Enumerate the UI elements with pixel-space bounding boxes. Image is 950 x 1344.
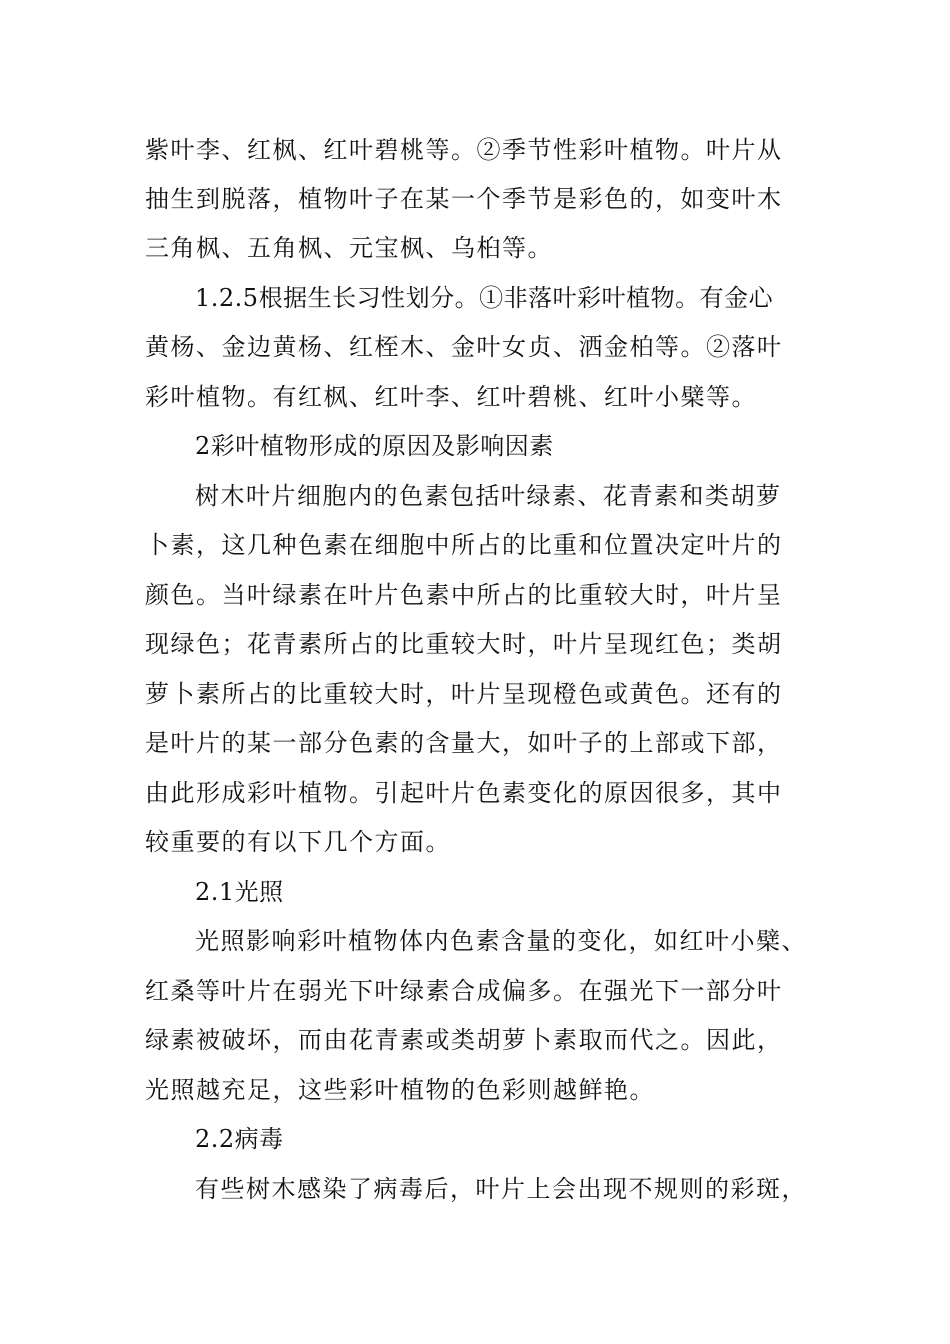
text-line: 紫叶李、红枫、红叶碧桃等。②季节性彩叶植物。叶片从 [145, 136, 783, 164]
text-line: 树木叶片细胞内的色素包括叶绿素、花青素和类胡萝 [195, 482, 782, 510]
text-line: 由此形成彩叶植物。引起叶片色素变化的原因很多，其中 [145, 779, 783, 807]
text-line: 彩叶植物。有红枫、红叶李、红叶碧桃、红叶小檗等。 [145, 383, 757, 411]
text-line: 有些树木感染了病毒后，叶片上会出现不规则的彩斑， [195, 1175, 807, 1203]
text-line: 三角枫、五角枫、元宝枫、乌桕等。 [145, 234, 553, 262]
section-heading: 2彩叶植物形成的原因及影响因素 [195, 432, 554, 460]
text-line: 光照越充足，这些彩叶植物的色彩则越鲜艳。 [145, 1076, 655, 1104]
text-line: 卜素，这几种色素在细胞中所占的比重和位置决定叶片的 [145, 531, 783, 559]
section-heading: 2.2病毒 [195, 1125, 284, 1153]
text-line: 是叶片的某一部分色素的含量大，如叶子的上部或下部， [145, 729, 783, 757]
text-line: 黄杨、金边黄杨、红桎木、金叶女贞、洒金柏等。②落叶 [145, 333, 783, 361]
text-line: 绿素被破坏，而由花青素或类胡萝卜素取而代之。因此， [145, 1026, 783, 1054]
section-heading: 2.1光照 [195, 878, 284, 906]
text-line: 颜色。当叶绿素在叶片色素中所占的比重较大时，叶片呈 [145, 581, 783, 609]
text-line: 现绿色；花青素所占的比重较大时，叶片呈现红色；类胡 [145, 630, 783, 658]
text-line: 红桑等叶片在弱光下叶绿素合成偏多。在强光下一部分叶 [145, 977, 783, 1005]
text-line: 较重要的有以下几个方面。 [145, 828, 451, 856]
text-line: 光照影响彩叶植物体内色素含量的变化，如红叶小檗、 [195, 927, 807, 955]
section-heading: 1.2.5根据生长习性划分。①非落叶彩叶植物。有金心 [195, 284, 774, 312]
text-line: 萝卜素所占的比重较大时，叶片呈现橙色或黄色。还有的 [145, 680, 783, 708]
text-line: 抽生到脱落，植物叶子在某一个季节是彩色的，如变叶木 [145, 185, 783, 213]
